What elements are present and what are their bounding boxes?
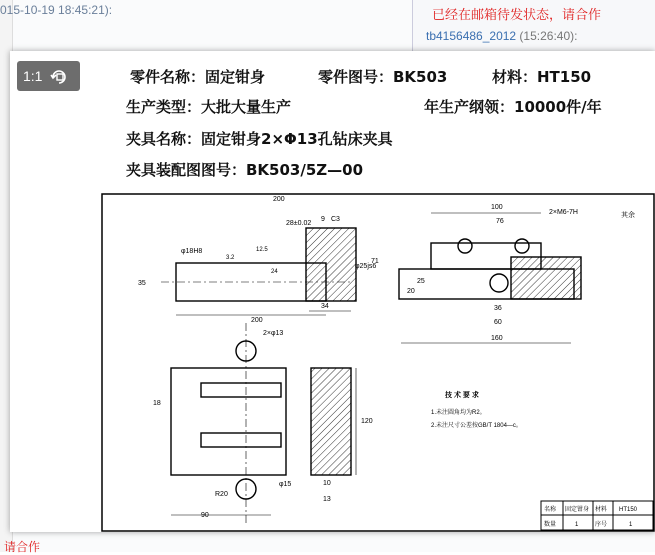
chat-timestamp: 015-10-19 18:45:21): [0, 3, 113, 17]
tech-req-title: 技 术 要 求 [445, 392, 479, 399]
tech-req-1: 1.未注圆角均为R2。 [431, 410, 486, 416]
dim-35: 35 [138, 280, 146, 287]
tb-qty-value: 1 [575, 522, 579, 528]
dim-m6: 2×M6-7H [549, 209, 578, 216]
dim-phi25: φ25js6 [355, 263, 377, 270]
rotate-icon[interactable] [50, 67, 68, 85]
dim-160: 160 [491, 335, 503, 342]
chat-message-header [426, 29, 577, 43]
chat-user-name[interactable]: tb4156486_2012 [426, 29, 517, 43]
tb-name-value: 固定钳身 [565, 507, 590, 513]
front-view [161, 228, 356, 315]
bottom-notice: 请合作 [4, 540, 41, 554]
dim-24: 24 [271, 269, 278, 275]
dim-71: 71 [371, 258, 379, 265]
dim-10: 10 [323, 480, 331, 487]
engineering-drawing [101, 193, 655, 532]
dim-76: 76 [496, 218, 504, 225]
dim-90: 90 [201, 512, 209, 519]
status-notice: 已经在邮箱待发状态，请合作 [432, 7, 602, 22]
dim-18: 18 [153, 400, 161, 407]
tb-seq-value: 1 [629, 522, 633, 528]
dim-r20: R20 [215, 491, 228, 498]
dim-120: 120 [361, 418, 373, 425]
zoom-button[interactable]: 1:1 [23, 68, 43, 84]
dim-36: 36 [494, 305, 502, 312]
tb-material-label: 材料 [595, 507, 608, 513]
material: 材料：HT150 [492, 68, 592, 86]
dim-c3: C3 [331, 216, 340, 223]
side-view [399, 213, 581, 343]
dim-28: 28±0.02 [286, 220, 312, 227]
tb-material-value: HT150 [619, 507, 638, 513]
dim-200: 200 [273, 196, 285, 203]
fixture-name: 夹具名称：固定钳身2×Φ13孔钻床夹具 [126, 130, 393, 148]
dim-3-2: 3.2 [226, 255, 235, 261]
viewer-toolbar [17, 61, 80, 91]
part-drawing-no: 零件图号：BK503 [318, 68, 448, 86]
part-name: 零件名称：固定钳身 [130, 68, 266, 86]
dim-13: 13 [323, 496, 331, 503]
rest-roughness-label: 其余 [621, 212, 635, 219]
dim-12-5: 12.5 [256, 247, 268, 253]
dim-200-b: 200 [251, 317, 263, 324]
dim-2x13: 2×φ13 [263, 330, 284, 337]
tb-qty-label: 数量 [544, 522, 557, 528]
dim-34: 34 [321, 303, 329, 310]
production-type: 生产类型：大批大量生产 [126, 98, 292, 116]
tb-seq-label: 序号 [595, 522, 608, 528]
tb-name-label: 名称 [544, 507, 557, 513]
annual-output: 年生产纲领：10000件/年 [424, 98, 602, 116]
dim-phi18: φ18H8 [181, 248, 203, 255]
dim-9: 9 [321, 216, 325, 223]
top-view [171, 323, 356, 523]
dim-25: 25 [417, 278, 425, 285]
dim-phi15: φ15 [279, 481, 292, 488]
assembly-drawing-no: 夹具装配图图号：BK503/5Z—00 [126, 161, 364, 179]
dim-20: 20 [407, 288, 415, 295]
dim-100: 100 [491, 204, 503, 211]
tech-req-2: 2.未注尺寸公差按GB/T 1804—c。 [431, 423, 522, 429]
chat-message-time: (15:26:40): [516, 29, 578, 43]
dim-60: 60 [494, 319, 502, 326]
